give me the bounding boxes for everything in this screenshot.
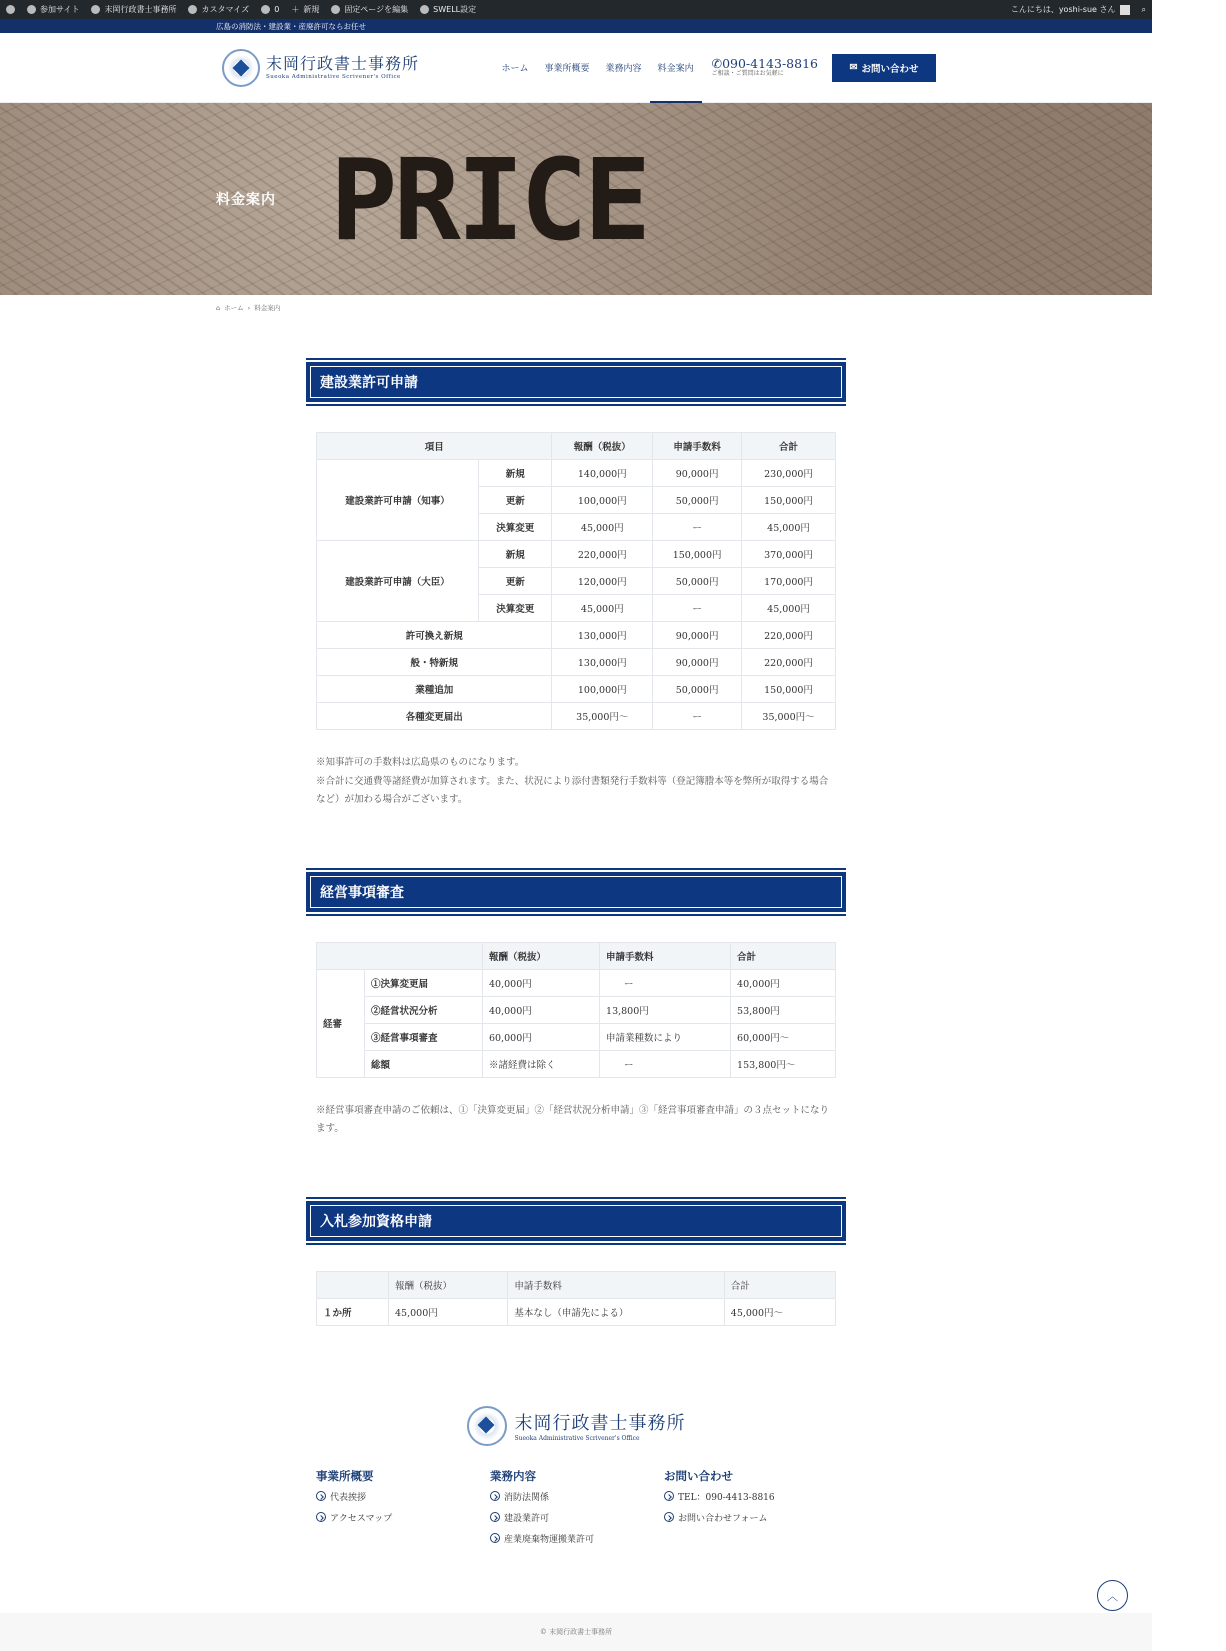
- mail-icon: ✉: [849, 62, 858, 73]
- avatar: [1120, 5, 1130, 15]
- site-header: [0, 33, 1152, 103]
- admin-bar: [0, 0, 1152, 19]
- admin-new[interactable]: ＋ 新規: [291, 5, 320, 14]
- footer-link[interactable]: 消防法関係: [490, 1490, 664, 1503]
- footer-col-office: 事業所概要 代表挨拶 アクセスマップ: [316, 1468, 490, 1553]
- table-row: 総額 ※諸経費は除く ー 153,800円〜: [317, 1050, 836, 1077]
- table-header: 申請手数料: [600, 942, 731, 969]
- footer-col-services: 業務内容 消防法関係 建設業許可 産業廃棄物運搬業許可: [490, 1468, 664, 1553]
- table-row: 各種変更届出 35,000円〜 ー 35,000円〜: [317, 703, 836, 730]
- footer-link[interactable]: アクセスマップ: [316, 1511, 490, 1524]
- table-row: 経審 ①決算変更届 40,000円 ー 40,000円: [317, 969, 836, 996]
- logo-name: 末岡行政書士事務所: [266, 53, 420, 73]
- table-row: 更新 100,000円 50,000円 150,000円: [317, 487, 836, 514]
- arrow-circle-icon: [316, 1512, 326, 1522]
- table-row: 業種追加 100,000円 50,000円 150,000円: [317, 676, 836, 703]
- site-footer: [0, 1406, 1152, 1651]
- arrow-circle-icon: [490, 1491, 500, 1501]
- row-group-label: 建設業許可申請（大臣）: [317, 541, 479, 622]
- breadcrumb: [0, 295, 1152, 320]
- section-heading-keishin: 経営事項審査: [306, 872, 846, 912]
- footer-link[interactable]: 建設業許可: [490, 1511, 664, 1524]
- phone-icon: ✆: [711, 56, 723, 72]
- back-to-top-button[interactable]: [1097, 1580, 1128, 1611]
- brush-icon: [188, 5, 197, 14]
- nav-item-services[interactable]: 業務内容: [605, 64, 642, 74]
- table-header-empty: [317, 1271, 389, 1298]
- admin-my-sites[interactable]: 参加サイト: [27, 4, 79, 15]
- global-nav: [502, 33, 818, 103]
- hero-image-text: PRICE: [330, 136, 648, 266]
- table-header: 合計: [731, 942, 836, 969]
- table-header-empty: [317, 942, 483, 969]
- breadcrumb-home[interactable]: ホーム: [224, 304, 244, 312]
- price-table-construction: [316, 432, 836, 730]
- table-header: 報酬（税抜）: [389, 1271, 508, 1298]
- table-row: 建設業許可申請（大臣） 新規 220,000円 150,000円 370,000円: [317, 541, 836, 568]
- nav-item-price[interactable]: 料金案内: [658, 33, 694, 103]
- wordpress-icon[interactable]: [6, 5, 15, 14]
- footer-col-contact: お問い合わせ TEL：090-4413-8816 お問い合わせフォーム: [664, 1468, 838, 1553]
- chevron-right-icon: ›: [247, 303, 251, 312]
- table-header: 申請手数料: [653, 433, 742, 460]
- table-header: 項目: [317, 433, 552, 460]
- copyright: © 末岡行政書士事務所: [0, 1613, 1152, 1651]
- nav-item-office[interactable]: 事業所概要: [544, 64, 590, 74]
- site-logo[interactable]: [222, 49, 419, 87]
- table-row: ③経営事項審査 60,000円 申請業種数により 60,000円〜: [317, 1023, 836, 1050]
- arrow-circle-icon: [490, 1512, 500, 1522]
- table-header: 報酬（税抜）: [483, 942, 600, 969]
- search-icon[interactable]: ⌕: [1221, 21, 1226, 30]
- note-keishin: ※経営事項審査申請のご依頼は、①「決算変更届」②「経営状況分析申請」③「経営事項審査申請」の３点セットになります。: [316, 1104, 830, 1135]
- page-hero: [0, 103, 1152, 295]
- rss-icon[interactable]: ◉: [1208, 21, 1215, 30]
- logo-subtitle: Sueoka Administrative Scrivener's Office: [266, 73, 401, 80]
- home-icon: ⌂: [216, 303, 221, 312]
- row-group-label: 建設業許可申請（知事）: [317, 460, 479, 541]
- admin-comments[interactable]: 0: [261, 5, 279, 14]
- admin-edit-page[interactable]: 固定ページを編集: [331, 4, 408, 15]
- table-row: 許可換え新規 130,000円 90,000円 220,000円: [317, 622, 836, 649]
- admin-customize[interactable]: カスタマイズ: [188, 4, 249, 15]
- nav-item-home[interactable]: ホーム: [501, 64, 529, 74]
- home-icon: [91, 5, 100, 14]
- top-info-bar: [0, 19, 1226, 33]
- price-table-bidding: [316, 1271, 836, 1326]
- footer-link[interactable]: TEL：090-4413-8816: [664, 1490, 838, 1503]
- main-content: [306, 358, 846, 1326]
- note-construction: ※知事許可の手数料は広島県のものになります。 ※合計に交通費等諸経費が加算されます。また、状況により添付書類発行手数料等（登記簿謄本等を弊所が取得する場合など）が加わる場合がございます。: [316, 757, 829, 806]
- table-row: 般・特新規 130,000円 90,000円 220,000円: [317, 649, 836, 676]
- swell-icon: [420, 5, 429, 14]
- section-heading-bidding: 入札参加資格申請: [306, 1201, 846, 1241]
- table-row: １か所 45,000円 基本なし（申請先による） 45,000円〜: [317, 1298, 836, 1325]
- row-group-label: 経審: [317, 969, 365, 1077]
- search-icon[interactable]: ⌕: [1141, 4, 1146, 14]
- footer-link[interactable]: 産業廃棄物運搬業許可: [490, 1532, 664, 1545]
- comment-icon: [261, 5, 270, 14]
- section-heading-construction: 建設業許可申請: [306, 362, 846, 402]
- sites-icon: [27, 5, 36, 14]
- footer-link[interactable]: お問い合わせフォーム: [664, 1511, 838, 1524]
- table-row: 決算変更 45,000円 ー 45,000円: [317, 514, 836, 541]
- admin-account[interactable]: こんにちは、yoshi-sue さん: [1011, 4, 1130, 15]
- table-row: 決算変更 45,000円 ー 45,000円: [317, 595, 836, 622]
- breadcrumb-current: 料金案内: [254, 304, 281, 312]
- top-info-text: 広島の消防法・建設業・産廃許可ならお任せ: [216, 21, 366, 31]
- table-header: 申請手数料: [508, 1271, 724, 1298]
- pencil-icon: [331, 5, 340, 14]
- plus-icon: ＋: [291, 5, 300, 14]
- chevron-up-icon: ︿: [1107, 1589, 1118, 1603]
- table-header: 合計: [742, 433, 836, 460]
- logo-mark-icon: [467, 1406, 507, 1446]
- logo-mark-icon: [222, 49, 260, 87]
- table-row: 更新 120,000円 50,000円 170,000円: [317, 568, 836, 595]
- table-row: 建設業許可申請（知事） 新規 140,000円 90,000円 230,000円: [317, 460, 836, 487]
- arrow-circle-icon: [316, 1491, 326, 1501]
- table-header: 報酬（税抜）: [552, 433, 653, 460]
- admin-swell-settings[interactable]: SWELL設定: [420, 4, 476, 15]
- footer-link[interactable]: 代表挨拶: [316, 1490, 490, 1503]
- arrow-circle-icon: [664, 1491, 674, 1501]
- header-phone[interactable]: ✆090-4143-8816 ご相談・ご質問はお気軽に: [711, 56, 818, 78]
- price-table-keishin: [316, 942, 836, 1078]
- arrow-circle-icon: [490, 1533, 500, 1543]
- table-header: 合計: [724, 1271, 835, 1298]
- footer-logo[interactable]: 末岡行政書士事務所 Sueoka Administrative Scrivener's Office: [0, 1406, 1152, 1446]
- arrow-circle-icon: [664, 1512, 674, 1522]
- page-title: 料金案内: [216, 192, 276, 208]
- table-row: ②経営状況分析 40,000円 13,800円 53,800円: [317, 996, 836, 1023]
- admin-site-name[interactable]: 末岡行政書士事務所: [91, 4, 176, 15]
- contact-button[interactable]: ✉ お問い合わせ: [832, 54, 936, 82]
